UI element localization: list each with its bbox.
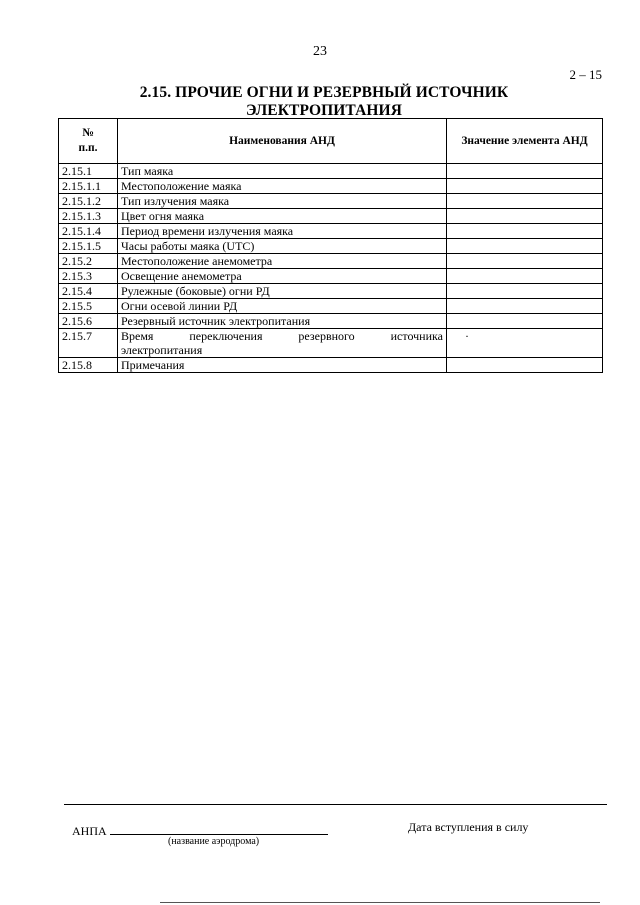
- row-name: Местоположение анемометра: [118, 254, 447, 269]
- row-name: Период времени излучения маяка: [118, 224, 447, 239]
- row-name: Огни осевой линии РД: [118, 299, 447, 314]
- row-number: 2.15.1.1: [59, 179, 118, 194]
- header-number: [59, 119, 118, 164]
- header-number-symbol: №: [82, 127, 94, 139]
- row-name-line2: электропитания: [121, 343, 203, 357]
- row-value[interactable]: [447, 299, 603, 314]
- row-value[interactable]: [447, 269, 603, 284]
- row-value[interactable]: [447, 239, 603, 254]
- and-table: [58, 118, 603, 373]
- row-number: 2.15.8: [59, 358, 118, 373]
- aerodrome-caption: (название аэродрома): [168, 836, 260, 847]
- row-value[interactable]: [447, 358, 603, 373]
- row-value[interactable]: [447, 314, 603, 329]
- table-row: [59, 239, 603, 254]
- table-row: [59, 314, 603, 329]
- row-name: Тип излучения маяка: [118, 194, 447, 209]
- row-value[interactable]: [447, 164, 603, 179]
- table-header-row: [59, 119, 603, 164]
- table-row: [59, 254, 603, 269]
- row-name: Резервный источник электропитания: [118, 314, 447, 329]
- table-row: [59, 358, 603, 373]
- row-number: 2.15.4: [59, 284, 118, 299]
- row-number: 2.15.1.2: [59, 194, 118, 209]
- row-name: Тип маяка: [118, 164, 447, 179]
- row-value[interactable]: [447, 209, 603, 224]
- anpa-label: АНПА: [72, 824, 107, 838]
- header-number-abbr: п.п.: [78, 142, 98, 154]
- row-name: Освещение анемометра: [118, 269, 447, 284]
- row-number: 2.15.1.5: [59, 239, 118, 254]
- row-value[interactable]: ·: [447, 329, 603, 358]
- row-value[interactable]: [447, 224, 603, 239]
- row-name-line1: Время переключения резервного источника: [121, 329, 443, 343]
- table-row: [59, 329, 603, 358]
- section-title: 2.15. ПРОЧИЕ ОГНИ И РЕЗЕРВНЫЙ ИСТОЧНИК ЭЛЕКТРОПИТАНИЯ: [139, 84, 509, 119]
- table-row: [59, 164, 603, 179]
- page-number: 23: [313, 44, 327, 59]
- row-name: Местоположение маяка: [118, 179, 447, 194]
- row-number: 2.15.1: [59, 164, 118, 179]
- table-row: [59, 284, 603, 299]
- table-row: [59, 224, 603, 239]
- header-value: Значение элемента АНД: [447, 119, 603, 164]
- row-number: 2.15.5: [59, 299, 118, 314]
- aerodrome-name-line: [110, 834, 328, 835]
- page-bottom-edge: [160, 902, 600, 903]
- row-number: 2.15.3: [59, 269, 118, 284]
- page-reference: 2 – 15: [569, 67, 602, 82]
- table-row: [59, 179, 603, 194]
- table-row: [59, 269, 603, 284]
- row-number: 2.15.1.4: [59, 224, 118, 239]
- row-value[interactable]: [447, 254, 603, 269]
- row-name: Рулежные (боковые) огни РД: [118, 284, 447, 299]
- row-name: Часы работы маяка (UTC): [118, 239, 447, 254]
- row-name: Цвет огня маяка: [118, 209, 447, 224]
- header-name: Наименования АНД: [118, 119, 447, 164]
- row-name: Примечания: [118, 358, 447, 373]
- footer-divider: [64, 804, 607, 805]
- row-number: 2.15.1.3: [59, 209, 118, 224]
- row-name: [118, 329, 447, 358]
- row-value[interactable]: [447, 284, 603, 299]
- effective-date-label: Дата вступления в силу: [408, 820, 529, 834]
- table-row: [59, 194, 603, 209]
- table-row: [59, 209, 603, 224]
- row-value[interactable]: [447, 179, 603, 194]
- row-number: 2.15.2: [59, 254, 118, 269]
- row-number: 2.15.7: [59, 329, 118, 358]
- row-number: 2.15.6: [59, 314, 118, 329]
- row-value[interactable]: [447, 194, 603, 209]
- table-row: [59, 299, 603, 314]
